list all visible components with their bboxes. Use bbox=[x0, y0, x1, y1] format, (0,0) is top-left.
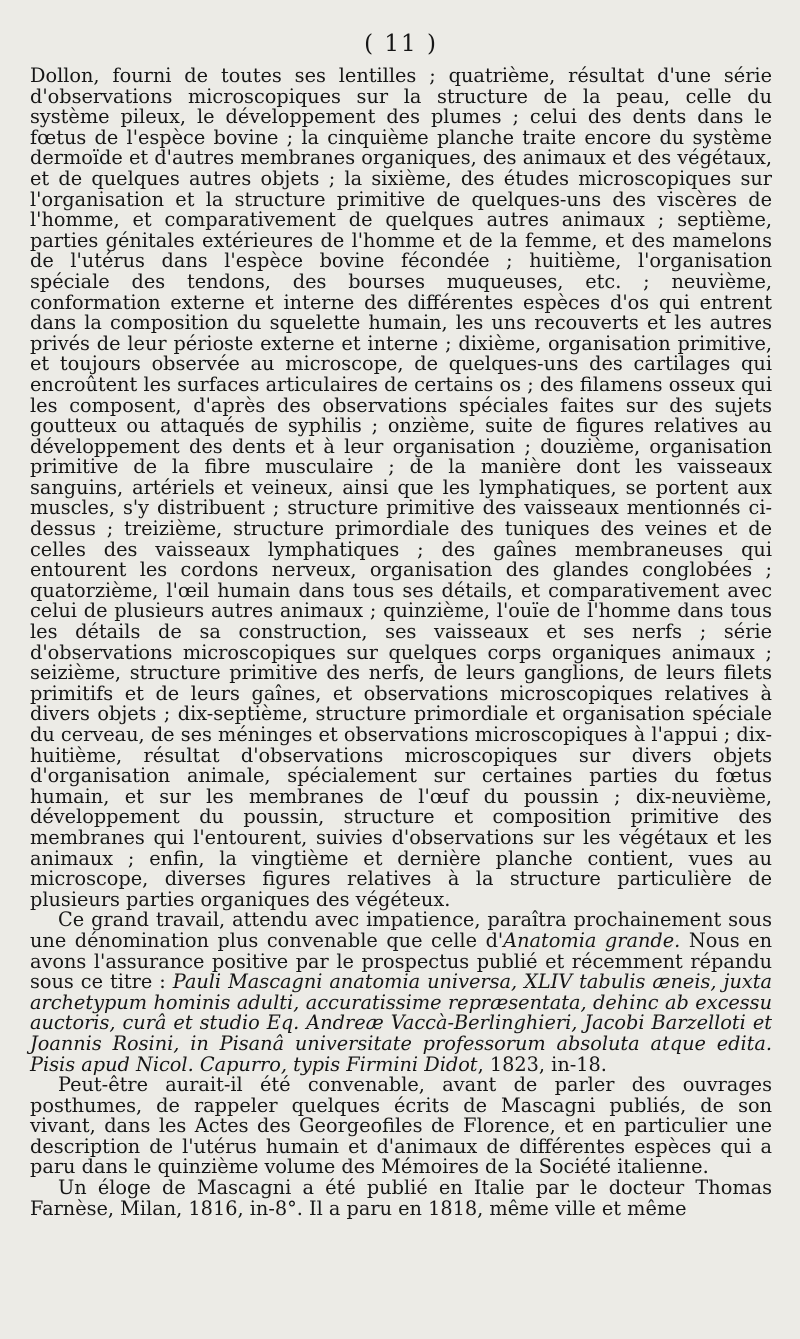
paragraph-writings bbox=[30, 1075, 772, 1178]
paragraph-text: Ce grand travail, attendu avec impatience, paraîtra prochainement sous une dénomination plus convenable que celle d' bbox=[30, 908, 772, 952]
paragraph-text: Un éloge de Mascagni a été publié en Italie par le docteur Thomas Farnèse, Milan, 1816, in-8°. Il a paru en 1818, même ville et même bbox=[30, 1176, 772, 1220]
page-number: ( 11 ) bbox=[364, 31, 438, 57]
paragraph-text: , 1823, in-18. bbox=[477, 1052, 607, 1076]
paragraph-text: Nous en avons l'assurance positive par le prospectus publié et récemment répandu sous ce titre : bbox=[30, 928, 773, 994]
paragraph-anatomia-grande bbox=[30, 910, 772, 1075]
paragraph-eloge bbox=[30, 1178, 772, 1219]
paragraph-text: Peut-être aurait-il été convenable, avant de parler des ouvrages posthumes, de rappeler quelques écrits de Mascagni publiés, de son vivant, dans les Actes des Georgeofiles de Florence, et en particulier une description de l'utérus humain et d'animaux de différentes espèces qui a paru dans le quinzième volume des Mémoires de la Société italienne. bbox=[30, 1073, 772, 1179]
paragraph-text: Dollon, fourni de toutes ses lentilles ; quatrième, résultat d'une série d'observations microscopiques sur la structure de la peau, celle du système pileux, le développement des plumes ; celui des dents dans le fœtus de l'espèce bovine ; la cinquième planche traite encore du système dermoïde et d'autres membranes organiques, des animaux et des végétaux, et de quelques autres objets ; la sixième, des études microscopiques sur l'organisation et la structure primitive de quelques-uns des viscères de l'homme, et comparativement de quelques autres animaux ; septième, parties génitales extérieures de l'homme et de la femme, et des mamelons de l'utérus dans l'espèce bovine fécondée ; huitième, l'organisation spéciale des tendons, des bourses muqueuses, etc. ; neuvième, conformation externe et interne des différentes espèces d'os qui entrent dans la composition du squelette humain, les uns recouverts et les autres privés de leur périoste externe et interne ; dixième, organisation primitive, et toujours observée au microscope, de quelques-uns des cartilages qui encroûtent les surfaces articulaires de certains os ; des filamens osseux qui les composent, d'après des observations spéciales faites sur des sujets goutteux ou attaqués de syphilis ; onzième, suite de figures relatives au développement des dents et à leur organisation ; douzième, organisation primitive de la fibre musculaire ; de la manière dont les vaisseaux sanguins, artériels et veineux, ainsi que les lymphatiques, se portent aux muscles, s'y distribuent ; structure primitive des vaisseaux mentionnés ci-dessus ; treizième, structure primordiale des tuniques des veines et de celles des vaisseaux lymphatiques ; des gaînes membraneuses qui entourent les cordons nerveux, organisation des glandes conglobées ; quatorzième, l'œil humain dans tous ses détails, et comparativement avec celui de plusieurs autres animaux ; quinzième, l'ouïe de l'homme dans tous les détails de sa construction, ses vaisseaux et ses nerfs ; série d'observations microscopiques sur quelques corps organiques animaux ; seizième, structure primitive des nerfs, de leurs ganglions, de leurs filets primitifs et de leurs gaînes, et observations microscopiques relatives à divers objets ; dix-septième, structure primordiale et organisation spéciale du cerveau, de ses méninges et observations microscopiques à l'appui ; dix-huitième, résultat d'observations microscopiques sur divers objets d'organisation animale, spécialement sur certaines parties du fœtus humain, et sur les membranes de l'œuf du poussin ; dix-neuvième, développement du poussin, structure et composition primitive des membranes qui l'entourent, suivies d'observations sur les végétaux et les animaux ; enfin, la vingtième et dernière planche contient, vues au microscope, diverses figures relatives à la structure particulière de plusieurs parties organiques des végéteux. bbox=[30, 64, 772, 911]
italic-title: Anatomia grande. bbox=[503, 928, 681, 952]
paragraph-plates-description bbox=[30, 66, 772, 910]
italic-latin-title: Pauli Mascagni anatomia universa, XLIV tabulis æneis, juxta archetypum hominis adulti, accuratissime repræsentata, dehinc ab excessu auctoris, curâ et studio Eq. Andreæ Vaccà-Berlinghieri, Jacobi Barzelloti et Joannis Rosini, in Pisanâ universitate professorum absoluta atque edita. Pisis apud Nicol. Capurro, typis Firmini Didot bbox=[30, 970, 773, 1076]
